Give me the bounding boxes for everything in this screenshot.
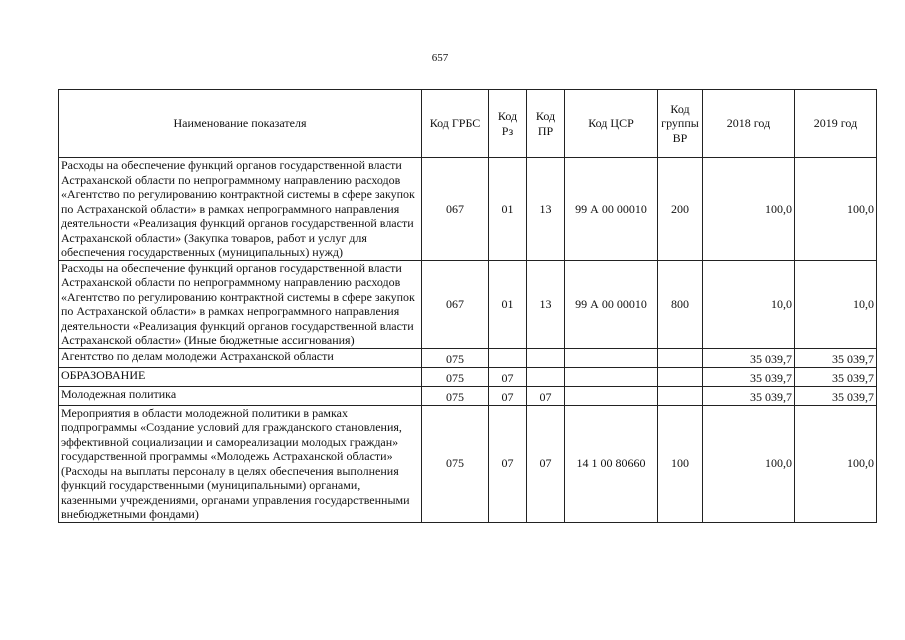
- row-rz: 01: [489, 260, 527, 348]
- row-pr: 07: [527, 386, 565, 405]
- row-csr: [565, 348, 658, 367]
- row-vr: [658, 386, 703, 405]
- table-row: [59, 386, 877, 405]
- row-name: Агентство по делам молодежи Астраханской области: [59, 348, 422, 367]
- table-row: [59, 260, 877, 348]
- row-vr: 200: [658, 158, 703, 261]
- row-pr: [527, 348, 565, 367]
- row-2019: 35 039,7: [795, 367, 877, 386]
- row-2018: 35 039,7: [703, 367, 795, 386]
- row-2018: 10,0: [703, 260, 795, 348]
- table-row: [59, 158, 877, 261]
- col-header-rz: Код Рз: [489, 90, 527, 158]
- col-header-2018: 2018 год: [703, 90, 795, 158]
- header-row: [59, 90, 877, 158]
- row-csr: 99 А 00 00010: [565, 158, 658, 261]
- row-name: Расходы на обеспечение функций органов государственной власти Астраханской области по непрограммному направлению расходов «Агентство по регулированию контрактной системы в сфере закупок по Астраханской области» в рамках непрограммного направления деятельности «Реализация функций органов государственной власти Астраханской области» (Закупка товаров, работ и услуг для обеспечения государственных (муниципальных) нужд): [59, 158, 422, 261]
- row-2019: 10,0: [795, 260, 877, 348]
- row-csr: [565, 367, 658, 386]
- row-grbs: 067: [422, 260, 489, 348]
- table-row: [59, 367, 877, 386]
- row-rz: 07: [489, 386, 527, 405]
- row-csr: 14 1 00 80660: [565, 405, 658, 522]
- col-header-grbs: Код ГРБС: [422, 90, 489, 158]
- row-grbs: 075: [422, 348, 489, 367]
- row-2019: 100,0: [795, 405, 877, 522]
- row-pr: [527, 367, 565, 386]
- row-vr: 100: [658, 405, 703, 522]
- row-rz: 07: [489, 405, 527, 522]
- row-rz: 01: [489, 158, 527, 261]
- row-2018: 100,0: [703, 405, 795, 522]
- col-header-name: Наименование показателя: [59, 90, 422, 158]
- row-pr: 13: [527, 158, 565, 261]
- row-grbs: 075: [422, 405, 489, 522]
- row-name: Молодежная политика: [59, 386, 422, 405]
- row-name: ОБРАЗОВАНИЕ: [59, 367, 422, 386]
- row-rz: 07: [489, 367, 527, 386]
- table-row: [59, 405, 877, 522]
- table-row: [59, 348, 877, 367]
- row-grbs: 067: [422, 158, 489, 261]
- col-header-csr: Код ЦСР: [565, 90, 658, 158]
- row-csr: 99 А 00 00010: [565, 260, 658, 348]
- row-2018: 35 039,7: [703, 386, 795, 405]
- row-grbs: 075: [422, 367, 489, 386]
- row-csr: [565, 386, 658, 405]
- row-2018: 100,0: [703, 158, 795, 261]
- row-vr: [658, 348, 703, 367]
- row-vr: [658, 367, 703, 386]
- row-rz: [489, 348, 527, 367]
- row-vr: 800: [658, 260, 703, 348]
- row-grbs: 075: [422, 386, 489, 405]
- row-2019: 35 039,7: [795, 386, 877, 405]
- page-number: 657: [431, 52, 449, 64]
- col-header-2019: 2019 год: [795, 90, 877, 158]
- row-2019: 100,0: [795, 158, 877, 261]
- row-pr: 07: [527, 405, 565, 522]
- row-2019: 35 039,7: [795, 348, 877, 367]
- col-header-pr: Код ПР: [527, 90, 565, 158]
- col-header-vr: Код группы ВР: [658, 90, 703, 158]
- row-pr: 13: [527, 260, 565, 348]
- row-name: Расходы на обеспечение функций органов государственной власти Астраханской области по непрограммному направлению расходов «Агентство по регулированию контрактной системы в сфере закупок по Астраханской области» в рамках непрограммного направления деятельности «Реализация функций органов государственной власти Астраханской области» (Иные бюджетные ассигнования): [59, 260, 422, 348]
- row-name: Мероприятия в области молодежной политики в рамках подпрограммы «Создание условий для гражданского становления, эффективной социализации и самореализации молодых граждан» государственной программы «Молодежь Астраханской области» (Расходы на выплаты персоналу в целях обеспечения выполнения функций государственными (муниципальными) органами, казенными учреждениями, органами управления государственными внебюджетными фондами): [59, 405, 422, 522]
- budget-table: [58, 89, 877, 523]
- row-2018: 35 039,7: [703, 348, 795, 367]
